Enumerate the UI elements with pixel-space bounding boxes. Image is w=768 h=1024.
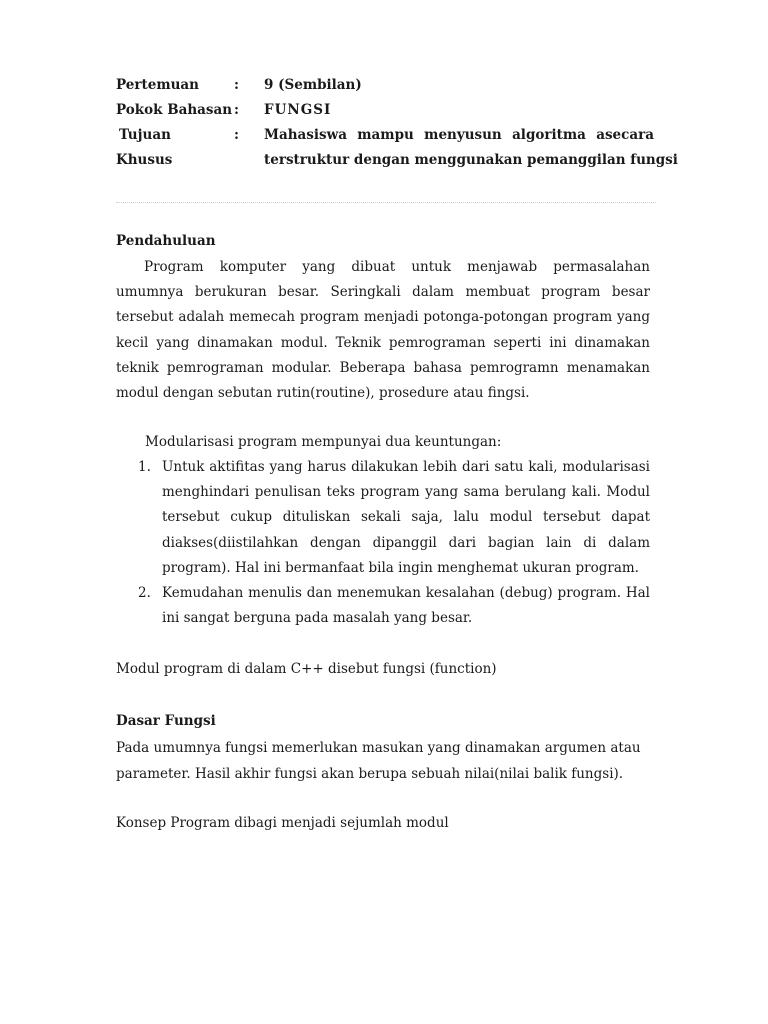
dasar-fungsi-line1: Pada umumnya fungsi memerlukan masukan yang dinamakan argumen atau (116, 740, 641, 756)
konsep-line: Konsep Program dibagi menjadi sejumlah modul (116, 815, 449, 831)
pokok-bahasan-colon: : (234, 102, 239, 118)
list-intro: Modularisasi program mempunyai dua keuntungan: (145, 434, 502, 450)
list-item-number: 2. (138, 585, 151, 602)
header-divider (116, 202, 656, 203)
benefits-list (116, 455, 650, 631)
list-item-text: Kemudahan menulis dan menemukan kesalahan (debug) program. Hal ini sangat berguna pada masalah yang besar. (162, 585, 650, 627)
pertemuan-label: Pertemuan (116, 77, 199, 93)
closing-line: Modul program di dalam C++ disebut fungsi (function) (116, 661, 497, 677)
heading-pendahuluan: Pendahuluan (116, 233, 216, 249)
tujuan-word-5: asecara (596, 127, 654, 143)
list-item-number: 1. (138, 459, 151, 475)
list-item-text: Untuk aktifitas yang harus dilakukan lebih dari satu kali, modularisasi menghindari penulisan teks program yang sama berulang kali. Modul tersebut cukup dituliskan sekali saja, lalu modul tersebut dapat diakses(diistilahkan dengan dipanggil dari bagian lain di dalam program). Hal ini bermanfaat bila ingin menghemat ukuran program. (162, 459, 650, 576)
tujuan-word-4: algoritma (512, 127, 586, 143)
tujuan-label-line1: Tujuan (119, 127, 171, 143)
pokok-bahasan-label: Pokok Bahasan (116, 102, 233, 118)
tujuan-word-2: mampu (357, 127, 414, 143)
tujuan-word-3: menyusun (424, 127, 502, 143)
pokok-bahasan-value: FUNGSI (264, 102, 332, 118)
tujuan-value-line1 (264, 126, 654, 144)
tujuan-label-line2: Khusus (116, 152, 173, 168)
pertemuan-value: 9 (Sembilan) (264, 77, 362, 93)
dasar-fungsi-line2: parameter. Hasil akhir fungsi akan berupa sebuah nilai(nilai balik fungsi). (116, 766, 624, 782)
list-item (116, 581, 650, 631)
pendahuluan-paragraph: Program komputer yang dibuat untuk menjawab permasalahan umumnya berukuran besar. Seringkali dalam membuat program besar tersebut adalah memecah program menjadi potonga-potongan program yang kecil yang dinamakan modul. Teknik pemrograman seperti ini dinamakan teknik pemrograman modular. Beberapa bahasa pemrogramn menamakan modul dengan sebutan rutin(routine), prosedure atau fingsi. (116, 259, 650, 402)
tujuan-word-1: Mahasiswa (264, 127, 347, 143)
heading-dasar-fungsi: Dasar Fungsi (116, 713, 216, 729)
pertemuan-colon: : (234, 77, 239, 93)
list-item (116, 455, 650, 581)
tujuan-colon: : (234, 127, 239, 143)
tujuan-value-line2: terstruktur dengan menggunakan pemanggilan fungsi (264, 152, 678, 168)
